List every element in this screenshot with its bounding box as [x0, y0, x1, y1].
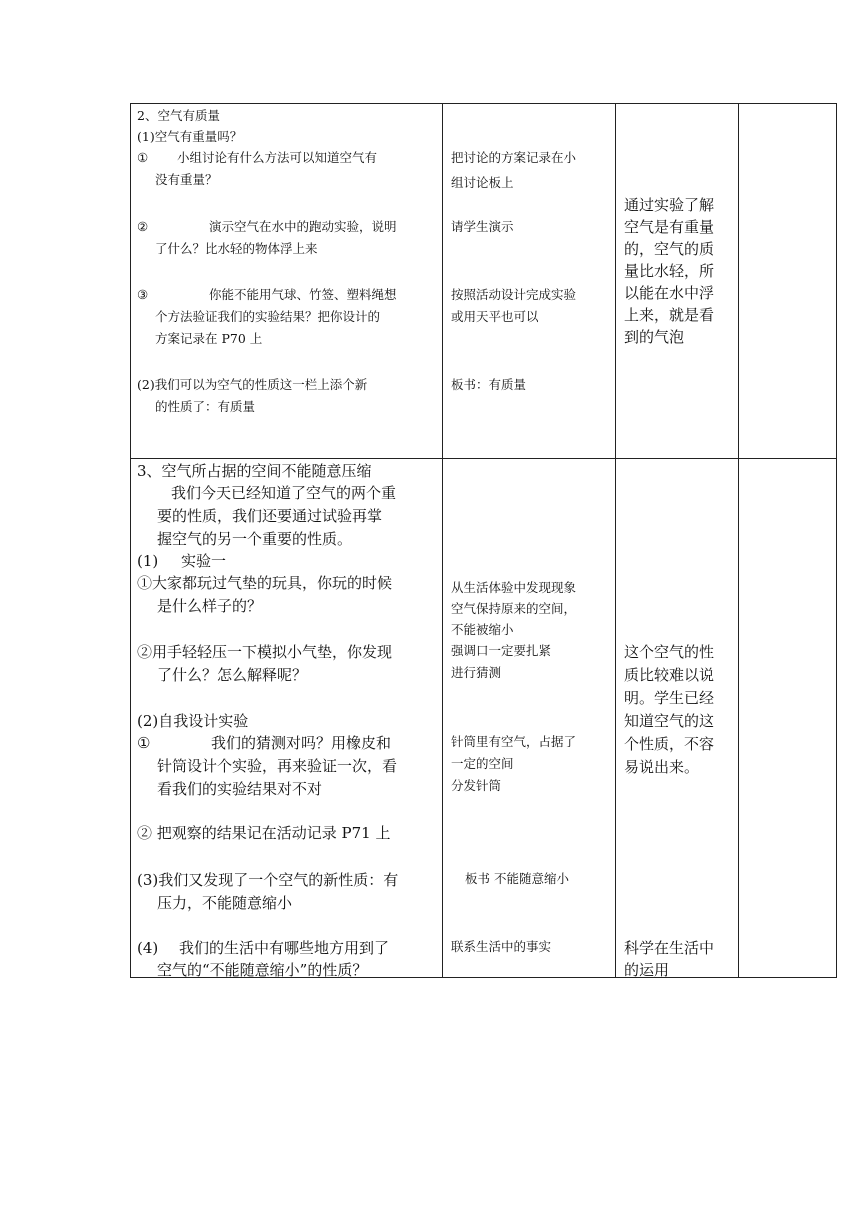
text-line: (3)我们又发现了一个空气的新性质：有: [137, 871, 399, 889]
text-line: 2、空气有质量: [137, 108, 220, 123]
text-line: 实验一: [181, 552, 227, 570]
text-line: 演示空气在水中的跑动实验，说明: [209, 219, 397, 234]
text-line: (4): [137, 939, 159, 957]
text-line: 通过实验了解: [624, 196, 715, 214]
text-line: 看我们的实验结果对不对: [157, 780, 323, 798]
text-line: (2)我们可以为空气的性质这一栏上添个新: [137, 377, 368, 392]
text-line: 以能在水中浮: [624, 284, 715, 302]
text-line: 个性质，不容: [624, 735, 715, 753]
text-line: 这个空气的性: [624, 643, 715, 661]
text-line: 空气保持原来的空间，: [451, 601, 577, 616]
table-row: [131, 104, 837, 459]
text-line: ①大家都玩过气垫的玩具，你玩的时候: [137, 574, 393, 592]
row1-process-cell: [131, 104, 443, 459]
text-line: 板书 不能随意缩小: [465, 871, 569, 886]
text-line: 空气是有重量: [624, 218, 715, 236]
text-line: 从生活体验中发现现象: [451, 580, 577, 595]
text-line: 3、空气所占据的空间不能随意压缩: [137, 462, 372, 480]
text-line: 个方法验证我们的实验结果？把你设计的: [155, 309, 381, 324]
text-line: 空气的“不能随意缩小”的性质？: [157, 961, 368, 979]
text-line: 组讨论板上: [451, 175, 514, 190]
text-line: 明。学生已经: [624, 689, 715, 707]
text-line: (1): [137, 552, 159, 570]
text-line: 方案记录在 P70 上: [155, 331, 263, 346]
text-line: 量比水轻，所: [624, 262, 715, 280]
table-row: [131, 459, 837, 978]
row1-notes-cell: [739, 104, 837, 459]
text-line: 我们今天已经知道了空气的两个重: [171, 484, 397, 502]
text-line: 按照活动设计完成实验: [451, 287, 577, 302]
text-line: ①: [137, 150, 149, 165]
text-line: (1)空气有重量吗？: [137, 129, 243, 144]
text-line: 请学生演示: [451, 219, 514, 234]
text-line: 没有重量？: [155, 172, 218, 187]
text-line: 易说出来。: [624, 758, 700, 776]
text-line: 不能被缩小: [451, 622, 514, 637]
text-line: 上来，就是看: [624, 306, 715, 324]
text-line: 把讨论的方案记录在小: [451, 150, 577, 165]
text-line: ①: [137, 734, 151, 752]
row2-notes-cell: [739, 459, 837, 978]
text-line: 的运用: [624, 961, 670, 979]
row1-activity-cell: [443, 104, 616, 459]
text-line: 强调口一定要扎紧: [451, 643, 552, 658]
text-line: 你能不能用气球、竹签、塑料绳想: [209, 287, 397, 302]
text-line: ② 把观察的结果记在活动记录 P71 上: [137, 824, 391, 842]
row2-activity-cell: [443, 459, 616, 978]
text-line: 压力，不能随意缩小: [157, 894, 293, 912]
text-line: 握空气的另一个重要的性质。: [157, 530, 353, 548]
row1-purpose-cell: [616, 104, 739, 459]
text-line: ③: [137, 287, 149, 302]
text-line: 联系生活中的事实: [451, 939, 552, 954]
text-line: 我们的猜测对吗？用橡皮和: [211, 734, 392, 752]
text-line: ②: [137, 219, 149, 234]
text-line: 小组讨论有什么方法可以知道空气有: [177, 150, 378, 165]
text-line: 分发针筒: [451, 778, 502, 793]
text-line: 针筒里有空气，占据了: [451, 734, 577, 749]
row2-process-cell: [131, 459, 443, 978]
lesson-plan-table: [130, 103, 837, 978]
text-line: 一定的空间: [451, 756, 514, 771]
text-line: 针筒设计个实验，再来验证一次，看: [157, 757, 398, 775]
text-line: 我们的生活中有哪些地方用到了: [179, 939, 390, 957]
text-line: 要的性质，我们还要通过试验再掌: [157, 507, 383, 525]
text-line: 科学在生活中: [624, 939, 715, 957]
text-line: 的性质了：有质量: [155, 399, 256, 414]
text-line: 了什么？比水轻的物体浮上来: [155, 241, 318, 256]
text-line: 知道空气的这: [624, 712, 715, 730]
text-line: 的，空气的质: [624, 240, 715, 258]
text-line: 质比较难以说: [624, 666, 715, 684]
text-line: 进行猜测: [451, 665, 502, 680]
text-line: ②用手轻轻压一下模拟小气垫，你发现: [137, 643, 393, 661]
text-line: 板书：有质量: [451, 377, 527, 392]
text-line: 是什么样子的？: [157, 597, 263, 615]
text-line: 了什么？怎么解释呢？: [157, 666, 308, 684]
text-line: 到的气泡: [624, 328, 685, 346]
text-line: 或用天平也可以: [451, 309, 539, 324]
row2-purpose-cell: [616, 459, 739, 978]
text-line: (2)自我设计实验: [137, 712, 249, 730]
